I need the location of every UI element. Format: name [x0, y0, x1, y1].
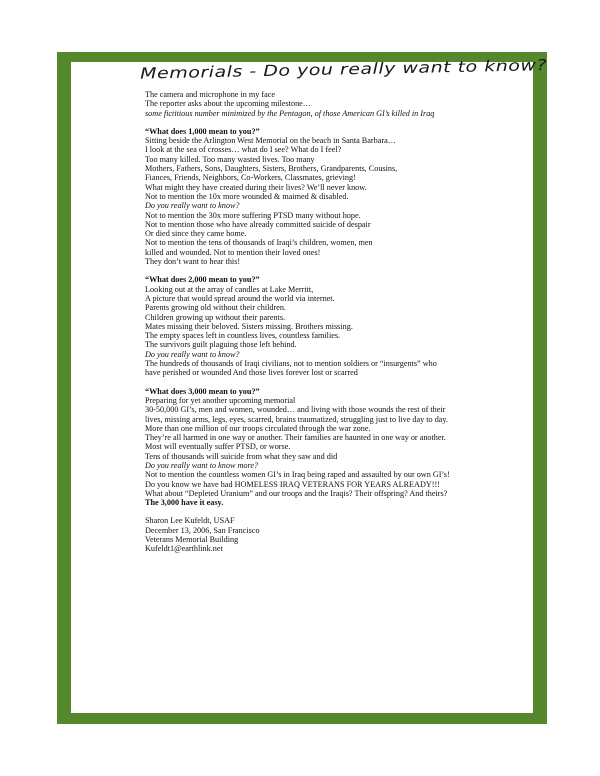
text-line: have perished or wounded And those lives forever lost or scarred: [145, 368, 358, 378]
text-line: Sharon Lee Kufeldt, USAF: [145, 516, 235, 526]
text-line: I look at the sea of crosses… what do I see? What do I feel?: [145, 145, 342, 155]
paragraph-gap: [145, 378, 545, 387]
text-line: lives, missing arms, legs, eyes, scarred, brains traumatized, struggling just to live day to day.: [145, 414, 449, 424]
text-line: Not to mention the 10x more wounded & maimed & disabled.: [145, 191, 349, 201]
text-line: 30-50,000 GI’s, men and women, wounded… and living with those wounds the rest of their: [145, 405, 446, 415]
text-line: The survivors guilt plaguing those left behind.: [145, 340, 297, 350]
text-line: Parents growing old without their children.: [145, 303, 286, 313]
handwritten-title: Memorials - Do you really want to know?: [140, 56, 548, 83]
text-line: Not to mention the countless women GI’s in Iraq being raped and assaulted by our own GI’s!: [145, 470, 450, 480]
text-line: A picture that would spread around the world via internet.: [145, 293, 335, 303]
text-line: More than one million of our troops circulated through the war zone.: [145, 423, 371, 433]
text-line: The camera and microphone in my face: [145, 90, 276, 99]
text-line: Not to mention those who have already committed suicide of despair: [145, 219, 371, 229]
section-heading: The 3,000 have it easy.: [145, 498, 224, 508]
paragraph-gap: [145, 266, 545, 275]
text-line: Preparing for yet another upcoming memorial: [145, 395, 296, 405]
text-line: Looking out at the array of candles at Lake Merritt,: [145, 284, 314, 294]
text-line: They’re all harmed in one way or another. Their families are haunted in one way or another.: [145, 433, 446, 443]
text-line: Most will eventually suffer PTSD, or worse.: [145, 442, 291, 452]
text-line: They don’t want to hear this!: [145, 257, 241, 267]
text-line: Veterans Memorial Building: [145, 535, 239, 545]
text-line: some fictitious number minimized by the Pentagon, of those American GI’s killed in Iraq: [145, 108, 435, 118]
text-line: Do you really want to know?: [145, 201, 240, 211]
text-line: Mothers, Fathers, Sons, Daughters, Sisters, Brothers, Grandparents, Cousins,: [145, 164, 398, 174]
text-line: Kufeldt1@earthlink.net: [145, 544, 223, 554]
text-line: killed and wounded. Not to mention their loved ones!: [145, 247, 321, 257]
text-line: The empty spaces left in countless lives, countless families.: [145, 331, 341, 341]
paragraph-gap: [145, 118, 545, 127]
text-line: Do you really want to know?: [145, 349, 240, 359]
section-heading: “What does 3,000 mean to you?”: [145, 386, 260, 396]
text-line: Do you really want to know more?: [145, 460, 259, 470]
text-line: Fiances, Friends, Neighbors, Co-Workers, Classmates, grieving!: [145, 173, 356, 183]
text-line: December 13, 2006, San Francisco: [145, 525, 260, 535]
text-line: Too many killed. Too many wasted lives. Too many: [145, 154, 315, 164]
text-line: The reporter asks about the upcoming milestone…: [145, 99, 311, 109]
text-line: Do you know we have had HOMELESS IRAQ VETERANS FOR YEARS ALREADY!!!: [145, 479, 440, 489]
section-heading: “What does 2,000 mean to you?”: [145, 275, 260, 285]
text-line: Sitting beside the Arlington West Memorial on the beach in Santa Barbara…: [145, 136, 396, 146]
section-heading: “What does 1,000 mean to you?”: [145, 126, 260, 136]
text-line: The hundreds of thousands of Iraqi civilians, not to mention soldiers or “insurgents” who: [145, 359, 437, 369]
text-line: What might they have created during their lives? We’ll never know.: [145, 182, 367, 192]
paragraph-gap: [145, 507, 545, 516]
text-line: Not to mention the tens of thousands of Iraqi’s children, women, men: [145, 238, 373, 248]
text-line: Not to mention the 30x more suffering PTSD many without hope.: [145, 210, 361, 220]
text-line: Children growing up without their parents.: [145, 312, 286, 322]
document-body: [145, 90, 545, 554]
text-line: Tens of thousands will suicide from what they saw and did: [145, 451, 338, 461]
text-line: Mates missing their beloved. Sisters missing. Brothers missing.: [145, 321, 353, 331]
text-line: Or died since they came home.: [145, 229, 247, 239]
text-line: What about “Depleted Uranium” and our troops and the Iraqis? Their offspring? And theirs?: [145, 488, 448, 498]
